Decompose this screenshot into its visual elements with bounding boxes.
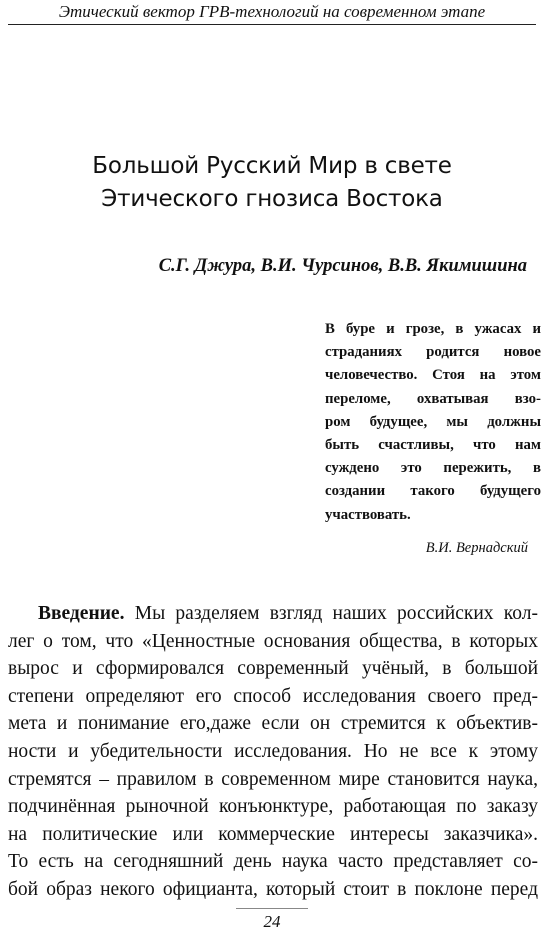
paragraph-line: мета и понимание его,даже если он стремится к объектив-: [8, 713, 538, 735]
paragraph-first-line: [8, 600, 538, 628]
paragraph-line: лег о том, что «Ценностные основания общества, в которых: [8, 630, 538, 652]
section-lead: Введение.: [38, 603, 125, 624]
paragraph-line: степени определяют его способ исследования своего пред-: [8, 685, 538, 707]
title-line-1: Большой Русский Мир в свете: [92, 153, 452, 179]
epigraph-line: ром будущее, мы должны: [325, 413, 541, 430]
paragraph-line: стремятся – правилом в современном мире становится наука,: [8, 768, 538, 790]
epigraph-line: В буре и грозе, в ужасах и: [325, 321, 541, 337]
epigraph-line: страданиях родится новое: [325, 344, 541, 361]
paragraph-line: ности и убедительности исследования. Но не все к этому: [8, 740, 538, 762]
footer-rule: [236, 908, 308, 909]
epigraph-line: переломе, охватывая взо-: [325, 390, 541, 407]
epigraph-line: суждено это пережить, в: [325, 460, 541, 477]
paragraph-line: бой образ некого официанта, который стоит в поклоне перед: [8, 878, 538, 900]
page-number: 24: [263, 912, 281, 931]
body-text: [8, 600, 538, 904]
first-line-rest: Мы разделяем взгляд наших российских кол-: [124, 603, 538, 624]
authors: С.Г. Джура, В.И. Чурсинов, В.В. Якимишина: [158, 256, 527, 276]
running-head: Этический вектор ГРВ-технологий на современном этапе: [58, 2, 486, 21]
epigraph-author: В.И. Вернадский: [425, 540, 528, 556]
paragraph-line: вырос и сформировался современный учёный, в большой: [8, 658, 538, 680]
title-line-2: Этического гнозиса Востока: [101, 186, 443, 212]
paragraph-line: на политические или коммерческие интересы заказчика».: [8, 823, 538, 845]
article-title: [40, 150, 504, 216]
epigraph-line: человечество. Стоя на этом: [325, 367, 541, 384]
paragraph-line: подчинённая рыночной конъюнктуре, работающая по заказу: [8, 796, 538, 818]
paragraph-line: То есть на сегодняшний день наука часто представляет со-: [8, 851, 538, 873]
epigraph: [325, 318, 541, 527]
epigraph-line: быть счастливы, что нам: [325, 436, 541, 453]
epigraph-line: создании такого будущего: [325, 483, 541, 500]
epigraph-line: участвовать.: [325, 506, 411, 523]
header-rule: [8, 24, 536, 25]
